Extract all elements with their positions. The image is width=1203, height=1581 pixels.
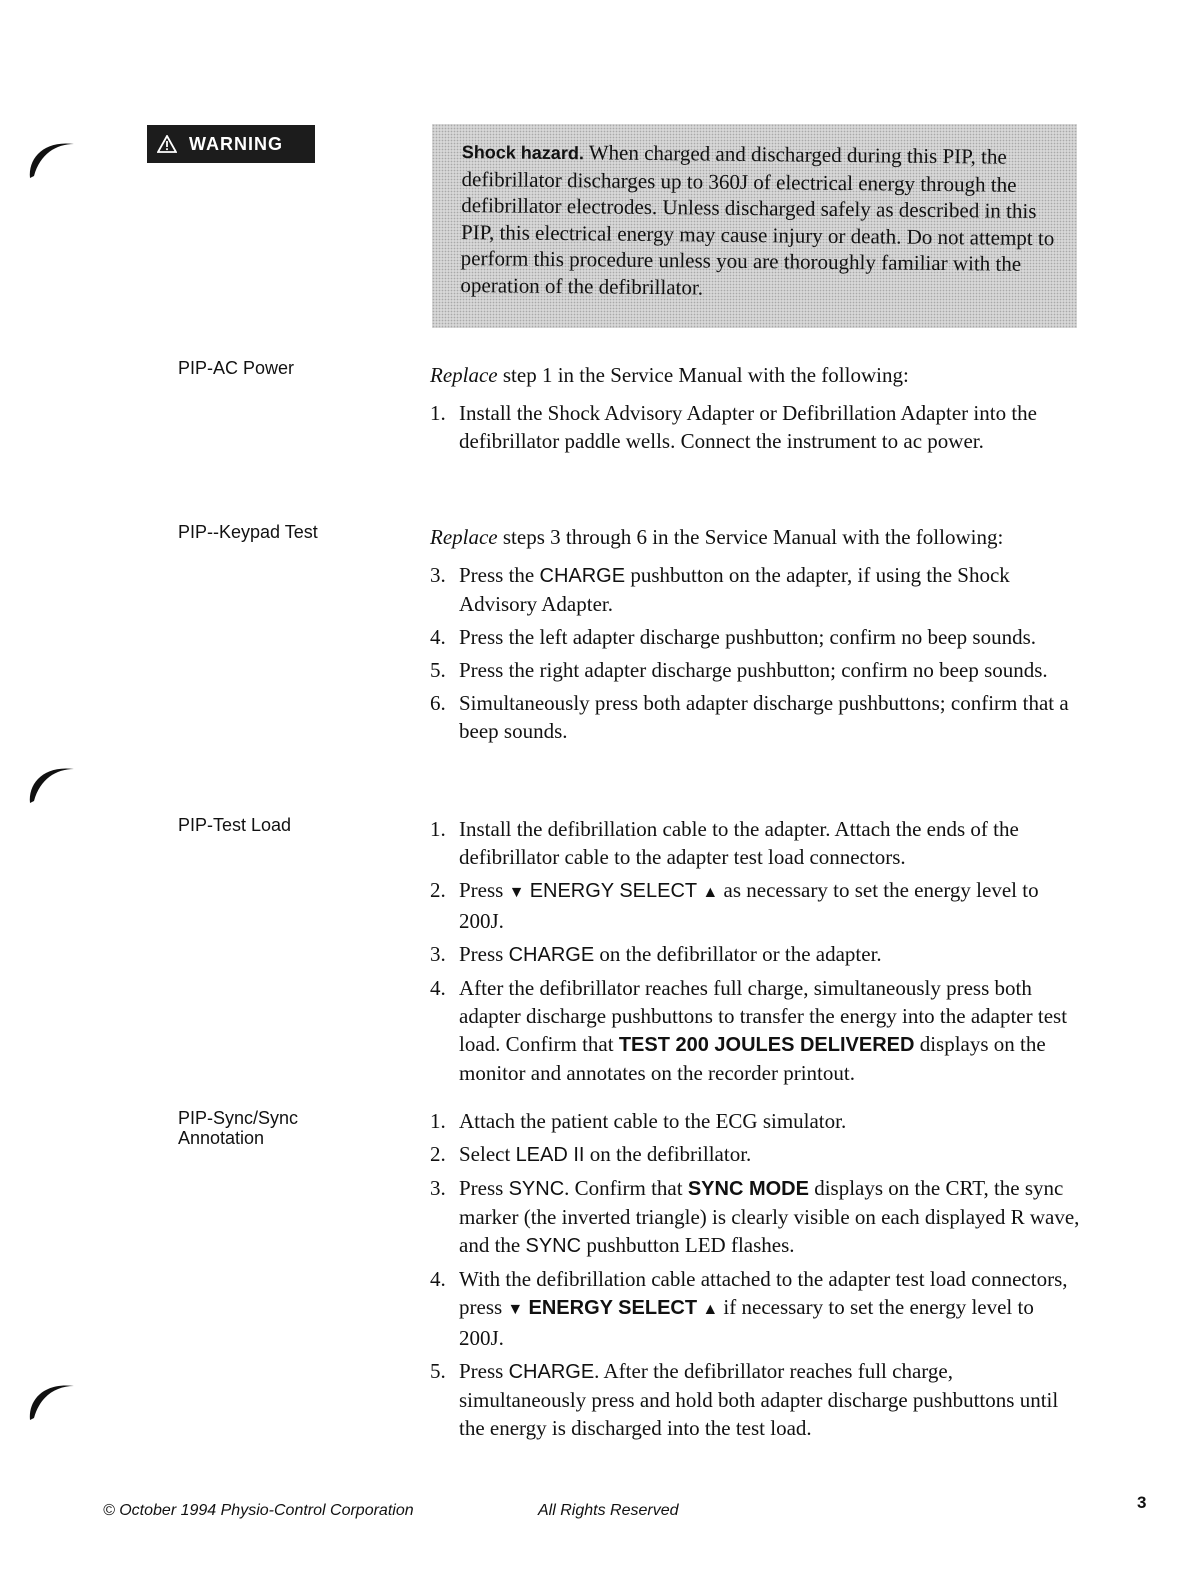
- side-label-test-load: PIP-Test Load: [178, 815, 292, 835]
- warning-triangle-icon: [157, 135, 177, 153]
- page-number: 3: [1137, 1493, 1147, 1512]
- key-charge: CHARGE: [508, 1361, 595, 1383]
- section-test-load: [430, 815, 1080, 1092]
- list-item: 1. Install the Shock Advisory Adapter or Defibrillation Adapter into the defibrillator paddle wells. Connect the instrument to ac power.: [430, 401, 1037, 453]
- binder-hole-mark: [22, 1372, 82, 1422]
- warning-badge-label: WARNING: [189, 133, 283, 154]
- key-energy-select: ENERGY SELECT: [528, 1297, 698, 1319]
- list-item: 5. Press the right adapter discharge pushbutton; confirm no beep sounds.: [430, 658, 1048, 682]
- list-item: 4. With the defibrillation cable attached to the adapter test load connectors, press ▼ ENERGY SELECT ▲ if necessary to set the energy level to 200J.: [430, 1267, 1068, 1350]
- key-lead: LEAD II: [515, 1144, 585, 1166]
- footer-rights: All Rights Reserved: [538, 1502, 679, 1519]
- key-energy-select: ENERGY SELECT: [529, 880, 698, 902]
- list-item: 4. Press the left adapter discharge pushbutton; confirm no beep sounds.: [430, 625, 1036, 649]
- side-label-sync: PIP-Sync/Sync Annotation: [178, 1108, 299, 1148]
- warning-lead: Shock hazard.: [461, 141, 584, 164]
- binder-hole-mark: [22, 755, 82, 805]
- section-ac-power: [430, 361, 1080, 460]
- list-item: 1. Attach the patient cable to the ECG simulator.: [430, 1109, 847, 1133]
- intro-text: steps 3 through 6 in the Service Manual with the following:: [497, 525, 1004, 549]
- down-triangle-icon: ▼: [507, 1301, 524, 1318]
- list-item: 3. Press the CHARGE pushbutton on the adapter, if using the Shock Advisory Adapter.: [430, 563, 1010, 616]
- list-item: 3. Press CHARGE on the defibrillator or the adapter.: [430, 942, 882, 966]
- section-keypad-test: [430, 523, 1080, 750]
- list-item: 4. After the defibrillator reaches full charge, simultaneously press both adapter discharge pushbuttons to transfer the energy into the adapter test load. Confirm that TEST 200 JOULES DELIVERED displays on the monitor and annotates on the recorder printout.: [430, 976, 1068, 1085]
- section-sync: [430, 1107, 1080, 1447]
- down-triangle-icon: ▼: [508, 884, 525, 901]
- warning-box: [432, 124, 1077, 328]
- intro-text: step 1 in the Service Manual with the following:: [497, 363, 909, 387]
- up-triangle-icon: ▲: [702, 1301, 719, 1318]
- side-label-ac-power: PIP-AC Power: [178, 358, 295, 378]
- list-item: 5. Press CHARGE. After the defibrillator reaches full charge, simultaneously press and hold both adapter discharge pushbuttons until the energy is discharged into the test load.: [430, 1359, 1059, 1440]
- up-triangle-icon: ▲: [702, 884, 719, 901]
- intro-replace: Replace: [430, 363, 498, 387]
- list-item: 3. Press SYNC. Confirm that SYNC MODE displays on the CRT, the sync marker (the inverted triangle) is clearly visible on each displayed R wave, and the SYNC pushbutton LED flashes.: [430, 1176, 1080, 1257]
- footer-copyright: © October 1994 Physio-Control Corporation: [103, 1502, 414, 1519]
- list-item: 2. Select LEAD II on the defibrillator.: [430, 1142, 752, 1166]
- side-label-keypad-test: PIP--Keypad Test: [178, 522, 318, 542]
- display-message: SYNC MODE: [687, 1178, 809, 1200]
- key-charge: CHARGE: [539, 565, 626, 587]
- list-item: 1. Install the defibrillation cable to the adapter. Attach the ends of the defibrillator cable to the adapter test load connectors.: [430, 817, 1019, 869]
- warning-badge: [147, 125, 315, 163]
- display-message: TEST 200 JOULES DELIVERED: [618, 1034, 915, 1056]
- key-sync: SYNC: [508, 1178, 565, 1200]
- warning-text: When charged and discharged during this PIP, the defibrillator discharges up to 360J of electrical energy through the defibrillator electrodes. Unless discharged safely as described in this PIP, this electrical energy may cause injury or death. Do not attempt to perform this procedure unless you are thoroughly familiar with the operation of the defibrillator.: [460, 140, 1055, 300]
- binder-hole-mark: [22, 130, 82, 180]
- key-sync: SYNC: [525, 1235, 582, 1257]
- list-item: 2. Press ▼ ENERGY SELECT ▲ as necessary to set the energy level to 200J.: [430, 878, 1039, 933]
- intro-replace: Replace: [430, 525, 498, 549]
- key-charge: CHARGE: [508, 944, 595, 966]
- list-item: 6. Simultaneously press both adapter discharge pushbuttons; confirm that a beep sounds.: [430, 691, 1069, 743]
